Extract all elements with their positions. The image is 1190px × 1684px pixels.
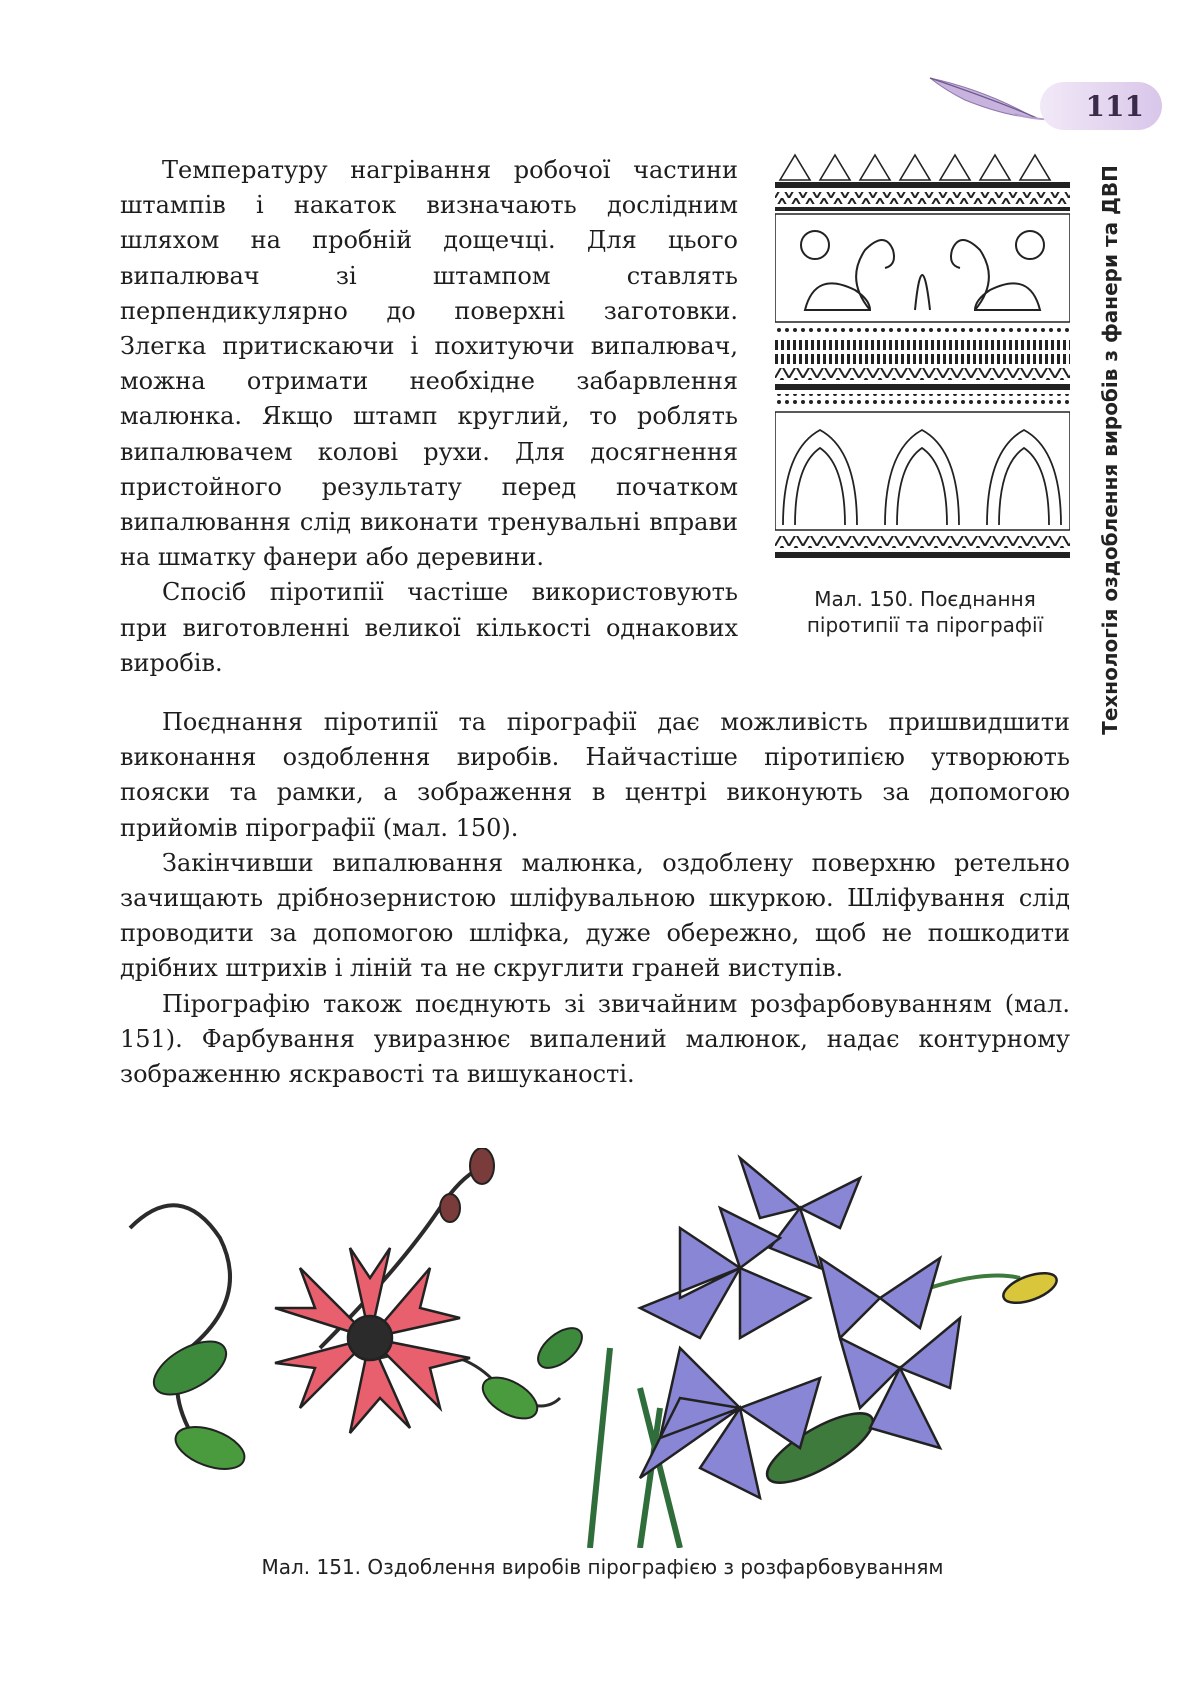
paragraph: Пірографію також поєднують зі звичайним розфарбовуванням (мал. 151). Фарбування увиразнює випалений малюнок, надає контурному зображенню яскравості та вишуканості. [120,989,1070,1089]
lily-illustration [590,1148,1060,1548]
paragraph: Закінчивши випалювання малюнка, оздоблену поверхню ретельно зачищають дрібнозернистою шліфувальною шкуркою. Шліфування слід проводити за допомогою шліфка, дуже обережно, щоб не пошкодити дрібних штрихів і ліній та не скруглити граней виступів. [120,848,1070,983]
figure-150-caption: Мал. 150. Поєднання піротипії та пірографії [806,587,1044,637]
paragraph: Спосіб піротипії частіше використовують при виготовленні великої кількості однакових виробів. [120,578,738,677]
side-title: Технологія оздоблення виробів з фанери та ДВП [1098,165,1122,735]
figure-150-ornament [775,150,1070,570]
figure-151-flowers [120,1148,1085,1548]
page-number-tab [1040,82,1162,130]
paragraph: Температуру нагрівання робочої частини штампів і накаток визначають дослідним шляхом на пробній дощечці. Для цього випалювач зі штампом ставлять перпендикулярно до поверхні заготовки. Злегка притискаючи і похитуючи випалювач, можна отримати необхідне забарвлення малюнка. Якщо штамп круглий, то роблять випалювачем колові рухи. Для досягнення пристойного результату перед початком випалювання слід виконати тренувальні вправи на шматку фанери або деревини. [120,156,738,572]
column-text [120,153,738,681]
paragraph: Поєднання піротипії та пірографії дає можливість пришвидшити виконання оздоблення виробів. Найчастіше піротипією утворюють пояски та рамки, а зображення в центрі виконують за допомогою прийомів пірографії (мал. 150). [120,708,1070,842]
figure-151-caption: Мал. 151. Оздоблення виробів пірографією з розфарбовуванням [261,1555,944,1579]
page-number: 111 [1085,89,1144,123]
full-width-text [120,705,1070,1092]
pink-flower-illustration [130,1148,589,1477]
